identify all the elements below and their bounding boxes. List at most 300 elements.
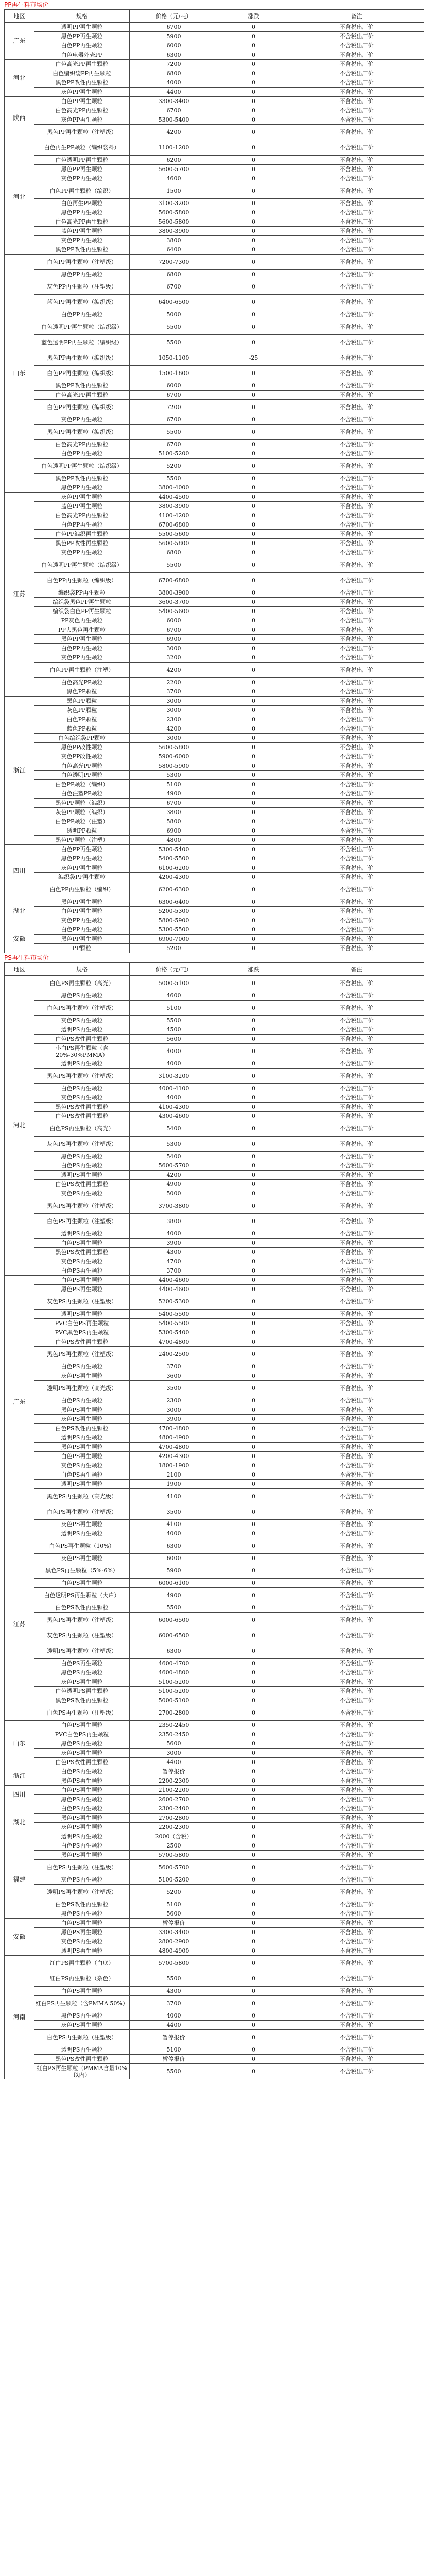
price-cell: 3800 xyxy=(130,808,218,817)
price-cell: 4400 xyxy=(130,2021,218,2030)
spec-cell: 红白PS再生颗粒（PMMA含量10%以内） xyxy=(34,2064,130,2079)
price-table xyxy=(4,962,424,2079)
note-cell: 不含税出厂价 xyxy=(289,2011,424,2021)
price-cell: 6000 xyxy=(130,41,218,50)
change-cell: 0 xyxy=(218,474,289,483)
change-cell: 0 xyxy=(218,771,289,780)
change-cell: 0 xyxy=(218,991,289,1001)
note-cell: 不含税出厂价 xyxy=(289,1266,424,1276)
table-row xyxy=(5,520,424,530)
price-cell: 6800 xyxy=(130,548,218,557)
region-cell: 山东 xyxy=(5,1721,34,1767)
change-cell: 0 xyxy=(218,319,289,335)
change-cell: 0 xyxy=(218,1461,289,1470)
price-cell: 6400-6500 xyxy=(130,295,218,310)
note-cell: 不含税出厂价 xyxy=(289,734,424,743)
spec-cell: 白色透明PP再生颗粒（编织级） xyxy=(34,459,130,474)
change-cell: 0 xyxy=(218,60,289,69)
spec-cell: 白色PS再生颗粒（高光） xyxy=(34,1121,130,1137)
note-cell: 不含税出厂价 xyxy=(289,227,424,236)
price-cell: 6700 xyxy=(130,440,218,449)
price-cell: 2300 xyxy=(130,1396,218,1405)
note-cell: 不含税出厂价 xyxy=(289,32,424,41)
spec-cell: 白色PP再生颗粒 xyxy=(34,907,130,916)
price-cell: 1900 xyxy=(130,1480,218,1489)
change-cell: 0 xyxy=(218,217,289,227)
section-title: PS再生料市场价 xyxy=(4,954,49,961)
table-row xyxy=(5,1093,424,1103)
change-cell: 0 xyxy=(218,907,289,916)
table-row xyxy=(5,1452,424,1461)
price-cell: 5400 xyxy=(130,1152,218,1161)
price-cell: 5400-5500 xyxy=(130,1310,218,1319)
table-row xyxy=(5,907,424,916)
note-cell: 不含税出厂价 xyxy=(289,502,424,511)
table-row xyxy=(5,1059,424,1069)
table-row xyxy=(5,1328,424,1337)
price-cell: 6700 xyxy=(130,415,218,425)
note-cell: 不含税出厂价 xyxy=(289,1180,424,1189)
change-cell: 0 xyxy=(218,1489,289,1504)
spec-cell: 黑色PS再生颗粒（注塑级） xyxy=(34,1069,130,1084)
change-cell: 0 xyxy=(218,1452,289,1461)
price-cell: 6100-6200 xyxy=(130,863,218,873)
note-cell: 不含税出厂价 xyxy=(289,752,424,761)
price-cell: 5100 xyxy=(130,2045,218,2055)
note-cell: 不含税出厂价 xyxy=(289,598,424,607)
change-cell: 0 xyxy=(218,1084,289,1093)
price-cell: 4300-4600 xyxy=(130,1112,218,1121)
note-cell: 不含税出厂价 xyxy=(289,1248,424,1257)
price-cell: 4100-4200 xyxy=(130,511,218,520)
spec-cell: 灰色PS再生颗粒 xyxy=(34,1093,130,1103)
note-cell: 不含税出厂价 xyxy=(289,1804,424,1814)
price-cell: 5000-5100 xyxy=(130,976,218,991)
table-row xyxy=(5,1841,424,1851)
price-cell: 4700-4800 xyxy=(130,1443,218,1452)
price-cell: 5500 xyxy=(130,2064,218,2079)
note-cell: 不含税出厂价 xyxy=(289,391,424,400)
price-cell: 5600-5700 xyxy=(130,1860,218,1875)
table-row xyxy=(5,1579,424,1588)
change-cell: 0 xyxy=(218,520,289,530)
price-cell: 4100-4300 xyxy=(130,1103,218,1112)
spec-cell: 灰色PS再生颗粒 xyxy=(34,1677,130,1687)
spec-cell: 灰色PP再生颗粒 xyxy=(34,415,130,425)
note-cell: 不含税出厂价 xyxy=(289,761,424,771)
price-cell: 5400-5500 xyxy=(130,854,218,863)
table-row xyxy=(5,1851,424,1860)
change-cell: 0 xyxy=(218,183,289,199)
table-row xyxy=(5,1538,424,1554)
spec-cell: 黑色PS再生颗粒（注塑级） xyxy=(34,1613,130,1628)
note-cell: 不含税出厂价 xyxy=(289,2064,424,2079)
table-row xyxy=(5,183,424,199)
change-cell: 0 xyxy=(218,1996,289,2011)
note-cell: 不含税出厂价 xyxy=(289,1137,424,1152)
spec-cell: 白色高光PP再生颗粒 xyxy=(34,217,130,227)
table-row xyxy=(5,1337,424,1347)
spec-cell: 透明PS再生颗粒 xyxy=(34,1946,130,1956)
spec-cell: 黑色PP再生颗粒 xyxy=(34,935,130,944)
note-cell: 不含税出厂价 xyxy=(289,319,424,335)
change-cell: 0 xyxy=(218,1180,289,1189)
note-cell: 不含税出厂价 xyxy=(289,944,424,953)
change-cell: 0 xyxy=(218,415,289,425)
spec-cell: 黑色PS再生颗粒（注塑级） xyxy=(34,1198,130,1214)
note-cell: 不含税出厂价 xyxy=(289,1433,424,1443)
note-cell: 不含税出厂价 xyxy=(289,449,424,459)
note-cell: 不含税出厂价 xyxy=(289,493,424,502)
change-cell: 0 xyxy=(218,697,289,706)
table-row xyxy=(5,1705,424,1721)
price-table xyxy=(4,9,424,953)
spec-cell: 白色PP再生颗粒 xyxy=(34,845,130,854)
note-cell: 不含税出厂价 xyxy=(289,1721,424,1730)
change-cell: 0 xyxy=(218,687,289,697)
note-cell: 不含税出厂价 xyxy=(289,1443,424,1452)
note-cell: 不含税出厂价 xyxy=(289,366,424,381)
price-cell: 5900-6000 xyxy=(130,752,218,761)
table-row xyxy=(5,771,424,780)
change-cell: 0 xyxy=(218,1347,289,1362)
change-cell: 0 xyxy=(218,925,289,935)
table-row xyxy=(5,310,424,319)
note-cell: 不含税出厂价 xyxy=(289,1025,424,1035)
region-cell: 浙江 xyxy=(5,1767,34,1786)
table-row xyxy=(5,1919,424,1928)
note-cell: 不含税出厂价 xyxy=(289,548,424,557)
spec-cell: 黑色PS改性再生颗粒 xyxy=(34,1248,130,1257)
spec-cell: 白色PP再生颗粒 xyxy=(34,925,130,935)
table-row xyxy=(5,530,424,539)
price-cell: 4000 xyxy=(130,1059,218,1069)
spec-cell: 白色透明PP再生颗粒（编织级） xyxy=(34,557,130,573)
change-cell: 0 xyxy=(218,97,289,106)
price-cell: 6200 xyxy=(130,156,218,165)
table-row xyxy=(5,2021,424,2030)
note-cell: 不含税出厂价 xyxy=(289,616,424,625)
note-cell: 不含税出厂价 xyxy=(289,1520,424,1529)
price-cell: 3300-3400 xyxy=(130,1928,218,1937)
table-row xyxy=(5,1198,424,1214)
note-cell: 不含税出厂价 xyxy=(289,1832,424,1841)
note-cell: 不含税出厂价 xyxy=(289,88,424,97)
table-row xyxy=(5,1257,424,1266)
note-cell: 不含税出厂价 xyxy=(289,1971,424,1987)
spec-cell: 灰色PP再生颗粒 xyxy=(34,174,130,183)
change-cell: 0 xyxy=(218,1152,289,1161)
table-row xyxy=(5,976,424,991)
spec-cell: 黑色PP再生颗粒 xyxy=(34,270,130,279)
price-cell: 6700 xyxy=(130,391,218,400)
change-cell: 0 xyxy=(218,1371,289,1381)
table-row xyxy=(5,1767,424,1776)
price-cell: 6000 xyxy=(130,1554,218,1563)
change-cell: 0 xyxy=(218,78,289,88)
price-cell: 2350-2450 xyxy=(130,1730,218,1739)
change-cell: 0 xyxy=(218,208,289,217)
change-cell: 0 xyxy=(218,199,289,208)
note-cell: 不含税出厂价 xyxy=(289,706,424,715)
price-cell: 5500 xyxy=(130,1603,218,1613)
note-cell: 不含税出厂价 xyxy=(289,1016,424,1025)
note-cell: 不含税出厂价 xyxy=(289,1480,424,1489)
change-cell: 0 xyxy=(218,1987,289,1996)
change-cell: 0 xyxy=(218,1337,289,1347)
note-cell: 不含税出厂价 xyxy=(289,678,424,687)
change-cell: 0 xyxy=(218,1480,289,1489)
change-cell: 0 xyxy=(218,1319,289,1328)
note-cell: 不含税出厂价 xyxy=(289,1946,424,1956)
table-row xyxy=(5,789,424,799)
price-cell: 4800-4900 xyxy=(130,1433,218,1443)
note-cell: 不含税出厂价 xyxy=(289,125,424,140)
change-cell: 0 xyxy=(218,799,289,808)
price-cell: 6700-6800 xyxy=(130,573,218,588)
note-cell: 不含税出厂价 xyxy=(289,1749,424,1758)
note-cell: 不含税出厂价 xyxy=(289,23,424,32)
change-cell: 0 xyxy=(218,635,289,644)
note-cell: 不含税出厂价 xyxy=(289,106,424,115)
price-cell: 暂停报价 xyxy=(130,1767,218,1776)
price-cell: 3800-4000 xyxy=(130,483,218,493)
spec-cell: 灰色PP再生颗粒 xyxy=(34,115,130,125)
spec-cell: 白色PS再生颗粒 xyxy=(34,1987,130,1996)
table-row xyxy=(5,715,424,724)
region-cell: 河南 xyxy=(5,1956,34,2079)
note-cell: 不含税出厂价 xyxy=(289,115,424,125)
change-cell: 0 xyxy=(218,165,289,174)
change-cell: 0 xyxy=(218,1563,289,1579)
note-cell: 不含税出厂价 xyxy=(289,1956,424,1971)
change-cell: 0 xyxy=(218,1433,289,1443)
note-cell: 不含税出厂价 xyxy=(289,1739,424,1749)
note-cell: 不含税出厂价 xyxy=(289,925,424,935)
spec-cell: 白色PP再生颗粒 xyxy=(34,449,130,459)
change-cell: 0 xyxy=(218,1121,289,1137)
price-cell: 6000-6500 xyxy=(130,1613,218,1628)
note-cell: 不含税出厂价 xyxy=(289,1928,424,1937)
table-row xyxy=(5,573,424,588)
spec-cell: 白色再生PP颗粒（编织袋料） xyxy=(34,140,130,156)
spec-cell: 灰色PP再生颗粒 xyxy=(34,236,130,245)
change-cell: 0 xyxy=(218,1171,289,1180)
table-row xyxy=(5,350,424,366)
spec-cell: 白色PS再生颗粒（高光） xyxy=(34,976,130,991)
price-cell: 5500 xyxy=(130,335,218,350)
spec-cell: 白色PP颗粒（编织） xyxy=(34,780,130,789)
spec-cell: 白色电器外壳PP xyxy=(34,50,130,60)
price-cell: 4000 xyxy=(130,1529,218,1538)
note-cell: 不含税出厂价 xyxy=(289,1415,424,1424)
change-cell: 0 xyxy=(218,530,289,539)
change-cell: 0 xyxy=(218,2030,289,2045)
change-cell: 0 xyxy=(218,1161,289,1171)
spec-cell: 白色再生PP颗粒 xyxy=(34,199,130,208)
price-cell: 3000 xyxy=(130,706,218,715)
change-cell: 0 xyxy=(218,706,289,715)
change-cell: 0 xyxy=(218,381,289,391)
price-cell: 3800-3900 xyxy=(130,227,218,236)
price-cell: 4000-4100 xyxy=(130,1084,218,1093)
table-row xyxy=(5,69,424,78)
table-row xyxy=(5,854,424,863)
price-cell: 3700 xyxy=(130,1266,218,1276)
table-row xyxy=(5,925,424,935)
change-cell: 0 xyxy=(218,1044,289,1059)
spec-cell: PP大黑色再生颗粒 xyxy=(34,625,130,635)
note-cell: 不含税出厂价 xyxy=(289,1814,424,1823)
change-cell: 0 xyxy=(218,2055,289,2064)
change-cell: 0 xyxy=(218,50,289,60)
spec-cell: 白色PS再生颗粒 xyxy=(34,1084,130,1093)
note-cell: 不含税出厂价 xyxy=(289,1730,424,1739)
spec-cell: 红白PS再生颗粒（含PMMA 50%） xyxy=(34,1996,130,2011)
spec-cell: 黑色PP颗粒 xyxy=(34,687,130,697)
spec-cell: 白色PS再生颗粒（注塑级） xyxy=(34,1214,130,1229)
price-cell: 4200 xyxy=(130,1171,218,1180)
spec-cell: 白色PS再生颗粒 xyxy=(34,1786,130,1795)
spec-cell: 红白PS再生颗粒（白底） xyxy=(34,1956,130,1971)
change-cell: 0 xyxy=(218,1776,289,1786)
change-cell: 0 xyxy=(218,391,289,400)
table-row xyxy=(5,483,424,493)
change-cell: 0 xyxy=(218,1443,289,1452)
change-cell: 0 xyxy=(218,245,289,255)
spec-cell: PVC白色PS再生颗粒 xyxy=(34,1730,130,1739)
spec-cell: 黑色PP再生颗粒（编织级） xyxy=(34,350,130,366)
change-cell: 0 xyxy=(218,588,289,598)
note-cell: 不含税出厂价 xyxy=(289,1362,424,1371)
price-cell: 3000 xyxy=(130,644,218,653)
spec-cell: 白色PS再生颗粒 xyxy=(34,1276,130,1285)
change-cell: 0 xyxy=(218,678,289,687)
note-cell: 不含税出厂价 xyxy=(289,1239,424,1248)
note-cell: 不含税出厂价 xyxy=(289,165,424,174)
change-cell: 0 xyxy=(218,1554,289,1563)
note-cell: 不含税出厂价 xyxy=(289,1152,424,1161)
change-cell: 0 xyxy=(218,663,289,678)
table-row xyxy=(5,1909,424,1919)
spec-cell: 蓝色PP再生颗粒 xyxy=(34,227,130,236)
change-cell: 0 xyxy=(218,1832,289,1841)
change-cell: 0 xyxy=(218,734,289,743)
table-row xyxy=(5,817,424,826)
price-cell: 3800-3900 xyxy=(130,588,218,598)
note-cell: 不含税出厂价 xyxy=(289,1860,424,1875)
change-cell: 0 xyxy=(218,459,289,474)
spec-cell: 黑色PP改性再生颗粒 xyxy=(34,78,130,88)
price-cell: 6700 xyxy=(130,23,218,32)
price-cell: 4900 xyxy=(130,789,218,799)
table-row xyxy=(5,1885,424,1900)
price-cell: 4600 xyxy=(130,174,218,183)
change-cell: 0 xyxy=(218,916,289,925)
note-cell: 不含税出厂价 xyxy=(289,1504,424,1520)
spec-cell: 白色PP再生颗粒（注塑级） xyxy=(34,255,130,270)
spec-cell: 黑色PS再生颗粒 xyxy=(34,1152,130,1161)
change-cell: 0 xyxy=(218,743,289,752)
table-row xyxy=(5,115,424,125)
change-cell: 0 xyxy=(218,789,289,799)
change-cell: 0 xyxy=(218,882,289,897)
spec-cell: 灰色PS再生颗粒 xyxy=(34,1461,130,1470)
table-row xyxy=(5,539,424,548)
table-row xyxy=(5,511,424,520)
spec-cell: 灰色PP再生颗粒 xyxy=(34,493,130,502)
note-cell: 不含税出厂价 xyxy=(289,1677,424,1687)
table-row xyxy=(5,1470,424,1480)
note-cell: 不含税出厂价 xyxy=(289,557,424,573)
table-row xyxy=(5,217,424,227)
table-row xyxy=(5,1613,424,1628)
note-cell: 不含税出厂价 xyxy=(289,2055,424,2064)
table-row xyxy=(5,208,424,217)
table-row xyxy=(5,1956,424,1971)
price-cell: 4800-4900 xyxy=(130,1946,218,1956)
spec-cell: 黑色PS再生颗粒 xyxy=(34,1795,130,1804)
note-cell: 不含税出厂价 xyxy=(289,1059,424,1069)
change-cell: 0 xyxy=(218,1677,289,1687)
region-cell: 湖北 xyxy=(5,897,34,925)
table-row xyxy=(5,440,424,449)
spec-cell: 灰色PS再生颗粒 xyxy=(34,2021,130,2030)
price-cell: 4100 xyxy=(130,1489,218,1504)
spec-cell: 透明PS再生颗粒 xyxy=(34,1171,130,1180)
price-cell: 3800-3900 xyxy=(130,502,218,511)
spec-cell: 黑色PS改性再生颗粒 xyxy=(34,1696,130,1705)
table-row xyxy=(5,1415,424,1424)
table-row xyxy=(5,1381,424,1396)
price-cell: 4300 xyxy=(130,1248,218,1257)
table-row xyxy=(5,1628,424,1643)
spec-cell: 透明PP再生颗粒 xyxy=(34,23,130,32)
price-cell: 6900-7000 xyxy=(130,935,218,944)
spec-cell: 黑色PP颗粒（注塑） xyxy=(34,836,130,845)
table-row xyxy=(5,2064,424,2079)
price-cell: 5800 xyxy=(130,817,218,826)
note-cell: 不含税出厂价 xyxy=(289,217,424,227)
price-cell: 2600-2700 xyxy=(130,1795,218,1804)
note-cell: 不含税出厂价 xyxy=(289,1112,424,1121)
change-cell: 0 xyxy=(218,854,289,863)
change-cell: 0 xyxy=(218,1248,289,1257)
spec-cell: 白色PP再生颗粒 xyxy=(34,644,130,653)
table-row xyxy=(5,174,424,183)
table-row xyxy=(5,625,424,635)
change-cell: 0 xyxy=(218,227,289,236)
price-cell: 2700-2800 xyxy=(130,1814,218,1823)
spec-cell: 灰色PS再生颗粒 xyxy=(34,1371,130,1381)
price-cell: 5500 xyxy=(130,557,218,573)
note-cell: 不含税出厂价 xyxy=(289,1084,424,1093)
table-row xyxy=(5,1161,424,1171)
price-cell: 3600 xyxy=(130,1371,218,1381)
price-cell: 6200-6300 xyxy=(130,882,218,897)
note-cell: 不含税出厂价 xyxy=(289,474,424,483)
price-cell: 5300 xyxy=(130,1137,218,1152)
note-cell: 不含税出厂价 xyxy=(289,1405,424,1415)
region-cell: 广东 xyxy=(5,1276,34,1529)
change-cell: 0 xyxy=(218,653,289,663)
region-cell: 江苏 xyxy=(5,1529,34,1721)
change-cell: 0 xyxy=(218,976,289,991)
spec-cell: 白色高光PP再生颗粒 xyxy=(34,106,130,115)
price-cell: 2350-2450 xyxy=(130,1721,218,1730)
note-cell: 不含税出厂价 xyxy=(289,1919,424,1928)
spec-cell: 白色PS再生颗粒 xyxy=(34,1767,130,1776)
